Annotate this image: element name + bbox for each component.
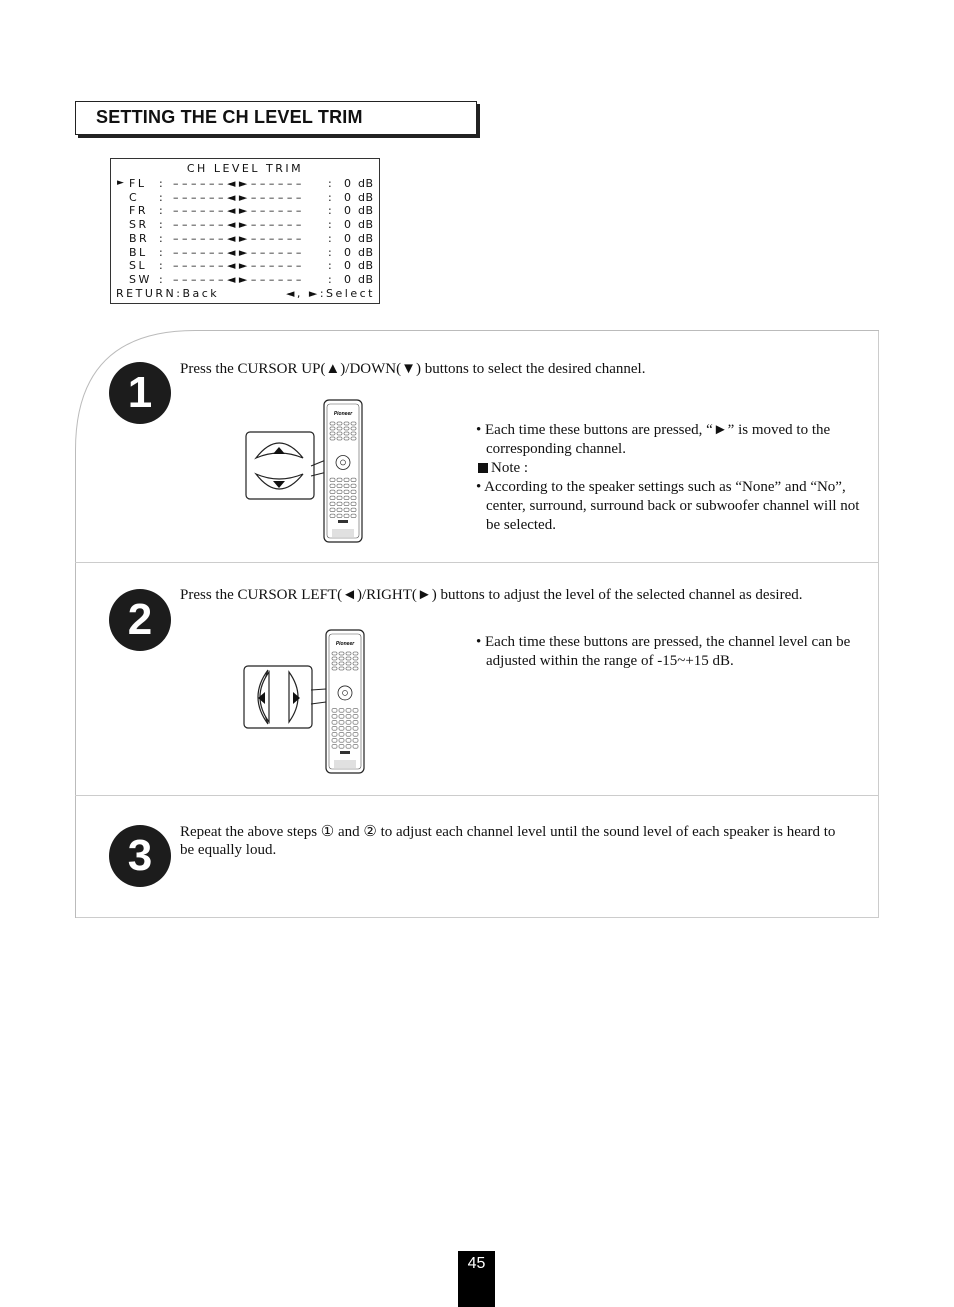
- osd-channel-name: C: [129, 190, 140, 204]
- osd-separator: :: [328, 177, 335, 190]
- osd-separator: :: [328, 245, 335, 259]
- note-label: Note :: [476, 459, 861, 478]
- osd-channel-value: 0: [344, 218, 354, 232]
- osd-channel-name: FL: [129, 177, 147, 190]
- osd-separator: :: [159, 259, 166, 273]
- osd-separator: :: [328, 231, 335, 245]
- osd-separator: :: [328, 259, 335, 273]
- remote-control-icon: [324, 400, 362, 542]
- osd-level-bar: – – – – – – ◄ ► – – – – – –: [173, 177, 302, 190]
- osd-separator: :: [159, 204, 166, 218]
- osd-channel-unit: dB: [358, 190, 374, 204]
- step-1-notes: [476, 421, 861, 535]
- osd-channel-value: 0: [344, 177, 354, 190]
- osd-screen: [110, 158, 380, 304]
- osd-channel-row: [111, 259, 379, 273]
- osd-channel-name: SW: [129, 272, 152, 286]
- osd-level-bar: – – – – – – ◄ ► – – – – – –: [173, 245, 302, 259]
- step-3-instruction: Repeat the above steps ① and ② to adjust each channel level until the sound level of each speaker is heard to be equally loud.: [180, 824, 836, 858]
- osd-channel-unit: dB: [358, 204, 374, 218]
- osd-channel-name: FR: [129, 204, 148, 218]
- note-square-icon: [478, 463, 488, 473]
- page-number: 45: [458, 1251, 495, 1307]
- osd-level-bar: – – – – – – ◄ ► – – – – – –: [173, 190, 302, 204]
- osd-separator: :: [328, 218, 335, 232]
- step-2-notes: [476, 633, 861, 671]
- osd-separator: :: [328, 272, 335, 286]
- osd-channel-value: 0: [344, 259, 354, 273]
- osd-channel-unit: dB: [358, 259, 374, 273]
- svg-text:Pioneer: Pioneer: [335, 641, 355, 647]
- osd-footer-select: ◄, ►:Select: [285, 287, 375, 300]
- step-1-instruction: Press the CURSOR UP(▲)/DOWN(▼) buttons to select the desired channel.: [180, 361, 646, 377]
- step-divider: [75, 795, 879, 796]
- osd-channel-unit: dB: [358, 218, 374, 232]
- osd-channel-name: SR: [129, 218, 149, 232]
- osd-separator: :: [159, 272, 166, 286]
- osd-channel-row: [111, 191, 379, 205]
- remote-updown-illustration: [243, 398, 368, 546]
- osd-footer-return: RETURN:Back: [116, 287, 220, 300]
- osd-channel-unit: dB: [358, 272, 374, 286]
- osd-separator: :: [159, 231, 166, 245]
- remote-leftright-illustration: [243, 628, 368, 776]
- section-header: [75, 101, 477, 135]
- osd-channel-row: [111, 218, 379, 232]
- osd-separator: :: [328, 190, 335, 204]
- step-1-bullet-1: • Each time these buttons are pressed, “►” is moved to the corresponding channel.: [476, 422, 831, 457]
- osd-level-bar: – – – – – – ◄ ► – – – – – –: [173, 231, 302, 245]
- step-3-number: 3: [109, 825, 171, 887]
- osd-level-bar: – – – – – – ◄ ► – – – – – –: [173, 259, 302, 273]
- osd-separator: :: [159, 218, 166, 232]
- osd-channel-value: 0: [344, 204, 354, 218]
- step-1-number: 1: [109, 362, 171, 424]
- osd-channel-unit: dB: [358, 177, 374, 190]
- osd-channel-value: 0: [344, 231, 354, 245]
- osd-channel-name: BR: [129, 231, 150, 245]
- step-2-bullet-1: • Each time these buttons are pressed, the channel level can be adjusted within the range of -15~+15 dB.: [476, 634, 851, 669]
- osd-level-bar: – – – – – – ◄ ► – – – – – –: [173, 272, 302, 286]
- osd-separator: :: [159, 245, 166, 259]
- osd-separator: :: [159, 190, 166, 204]
- section-title: SETTING THE CH LEVEL TRIM: [96, 107, 363, 127]
- osd-channel-name: BL: [129, 245, 148, 259]
- osd-channel-unit: dB: [358, 231, 374, 245]
- osd-channel-value: 0: [344, 190, 354, 204]
- osd-channel-row: [111, 177, 379, 191]
- osd-level-bar: – – – – – – ◄ ► – – – – – –: [173, 204, 302, 218]
- step-1-bullet-2: • According to the speaker settings such as “None” and “No”, center, surround, surround back or subwoofer channel will not be selected.: [476, 479, 860, 533]
- osd-cursor-icon: ►: [117, 178, 127, 188]
- osd-channel-value: 0: [344, 245, 354, 259]
- osd-level-bar: – – – – – – ◄ ► – – – – – –: [173, 218, 302, 232]
- osd-separator: :: [328, 204, 335, 218]
- svg-text:Pioneer: Pioneer: [333, 411, 353, 417]
- osd-channel-unit: dB: [358, 245, 374, 259]
- step-2-instruction: Press the CURSOR LEFT(◄)/RIGHT(►) buttons to adjust the level of the selected channel as desired.: [180, 587, 803, 603]
- osd-channel-row: [111, 273, 379, 287]
- step-divider: [75, 562, 879, 563]
- osd-channel-value: 0: [344, 272, 354, 286]
- osd-title: CH LEVEL TRIM: [186, 162, 304, 175]
- osd-channel-row: [111, 246, 379, 260]
- osd-channel-row: [111, 232, 379, 246]
- step-2-number: 2: [109, 589, 171, 651]
- osd-separator: :: [159, 177, 166, 190]
- osd-channel-name: SL: [129, 259, 148, 273]
- remote-control-icon: [326, 630, 364, 773]
- osd-channel-row: [111, 204, 379, 218]
